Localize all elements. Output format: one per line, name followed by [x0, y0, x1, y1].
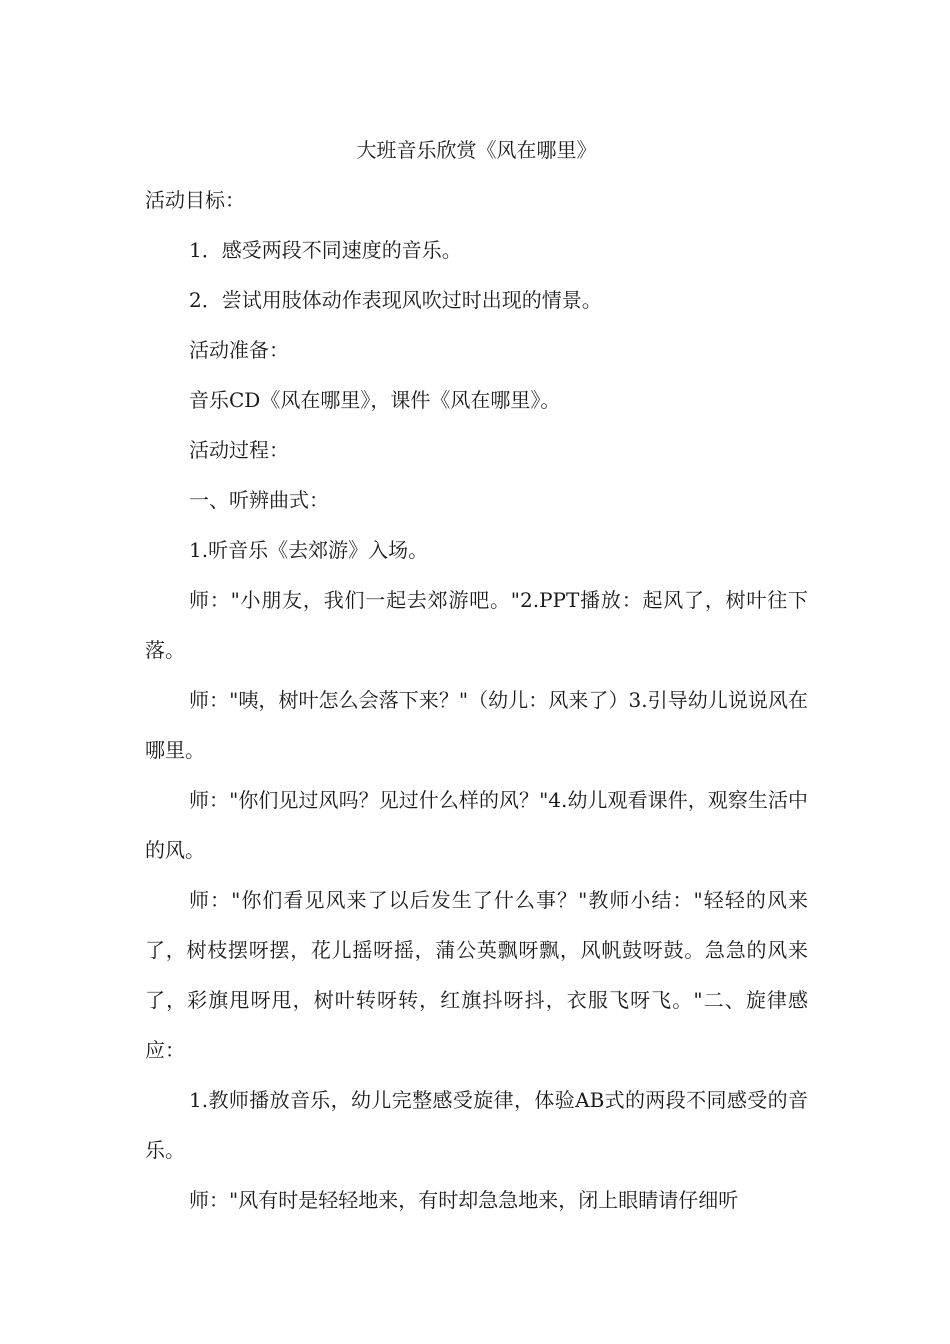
document-title: 大班音乐欣赏《风在哪里》	[356, 138, 597, 162]
paragraph: 一、听辨曲式：	[189, 488, 329, 512]
paragraph: 师："小朋友，我们一起去郊游吧。"2.PPT播放：起风了，树叶往下落。	[145, 588, 808, 662]
paragraph: 师："咦，树叶怎么会落下来？"（幼儿：风来了）3.引导幼儿说说风在哪里。	[145, 688, 808, 762]
paragraph: 1.教师播放音乐，幼儿完整感受旋律，体验AB式的两段不同感受的音乐。	[145, 1088, 808, 1162]
paragraph: 2．尝试用肢体动作表现风吹过时出现的情景。	[189, 288, 602, 312]
paragraph: 音乐CD《风在哪里》，课件《风在哪里》。	[189, 388, 561, 412]
paragraph: 师："风有时是轻轻地来，有时却急急地来，闭上眼睛请仔细听	[189, 1188, 739, 1212]
paragraph: 活动准备：	[189, 338, 289, 362]
paragraph: 活动过程：	[189, 438, 289, 462]
paragraph: 师："你们看见风来了以后发生了什么事？"教师小结："轻轻的风来了，树枝摆呀摆，花儿摇呀摇，蒲公英飘呀飘，风帆鼓呀鼓。急急的风来了，彩旗甩呀甩，树叶转呀转，红旗抖呀抖，衣服飞呀飞。"二、旋律感应：	[145, 888, 808, 1062]
paragraph: 1.听音乐《去郊游》入场。	[189, 538, 429, 562]
paragraph: 师："你们见过风吗？见过什么样的风？"4.幼儿观看课件，观察生活中的风。	[145, 788, 808, 862]
paragraph: 活动目标：	[145, 188, 245, 212]
paragraph: 1．感受两段不同速度的音乐。	[189, 238, 462, 262]
document-body	[145, 125, 808, 1225]
